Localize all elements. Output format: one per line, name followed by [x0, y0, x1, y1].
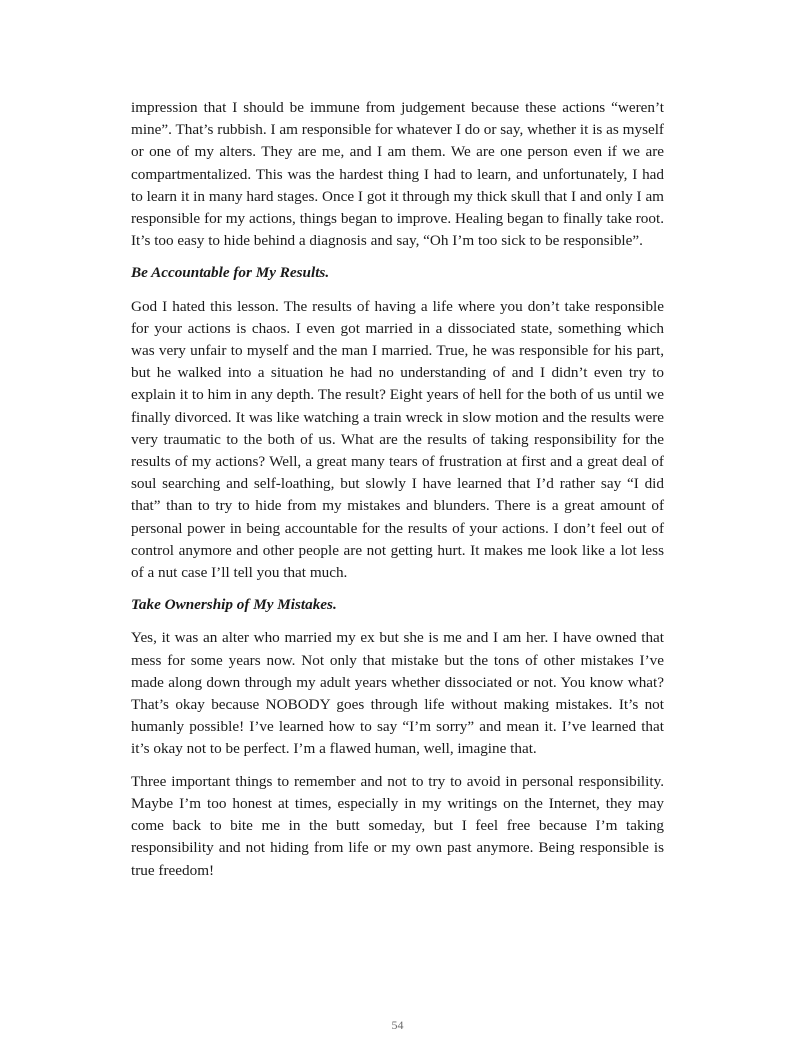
page-body	[131, 97, 664, 882]
heading-be-accountable: Be Accountable for My Results.	[131, 264, 330, 282]
page-number: 54	[391, 1018, 404, 1032]
paragraph-immune-judgement: impression that I should be immune from judgement because these actions “weren’t mine”. That’s rubbish. I am responsible for whatever I do or say, whether it is as myself or one of my alters. They are me, and I am them. We are one person even if we are compartmentalized. This was the hardest thing I had to learn, and unfortunately, I had to learn it in many hard stages. Once I got it through my thick skull that I and only I am responsible for my actions, things began to improve. Healing began to finally take root. It’s too easy to hide behind a diagnosis and say, “Oh I’m too sick to be responsible”.	[131, 99, 664, 250]
heading-take-ownership: Take Ownership of My Mistakes.	[131, 596, 337, 614]
paragraph-hated-lesson: God I hated this lesson. The results of having a life where you don’t take responsible for your actions is chaos. I even got married in a dissociated state, something which was very unfair to myself and the man I married. True, he was responsible for his part, but he walked into a situation he had no understanding of and I didn’t even try to explain it to him in any depth. The result? Eight years of hell for the both of us until we finally divorced. It was like watching a train wreck in slow motion and the results were very traumatic to the both of us. What are the results of taking responsibility for the results of my actions? Well, a great many tears of frustration at first and a great deal of soul searching and self-loathing, but slowly I have learned that I’d rather say “I did that” than to try to hide from my mistakes and blunders. There is a great amount of personal power in being accountable for the results of your actions. I don’t feel out of control anymore and other people are not getting hurt. It makes me look like a lot less of a nut case I’ll tell you that much.	[131, 297, 664, 582]
paragraph-alter-married: Yes, it was an alter who married my ex but she is me and I am her. I have owned that mess for some years now. Not only that mistake but the tons of other mistakes I’ve made along down through my adult years whether dissociated or not. You know what? That’s okay because NOBODY goes through life without making mistakes. It’s not humanly possible! I’ve learned how to say “I’m sorry” and mean it. I’ve learned that it’s okay not to be perfect. I’m a flawed human, well, imagine that.	[131, 629, 664, 758]
paragraph-three-things: Three important things to remember and not to try to avoid in personal responsibility. Maybe I’m too honest at times, especially in my writings on the Internet, they may come back to bite me in the butt someday, but I feel free because I’m taking responsibility and not hiding from life or my own past anymore. Being responsible is true freedom!	[131, 772, 664, 879]
